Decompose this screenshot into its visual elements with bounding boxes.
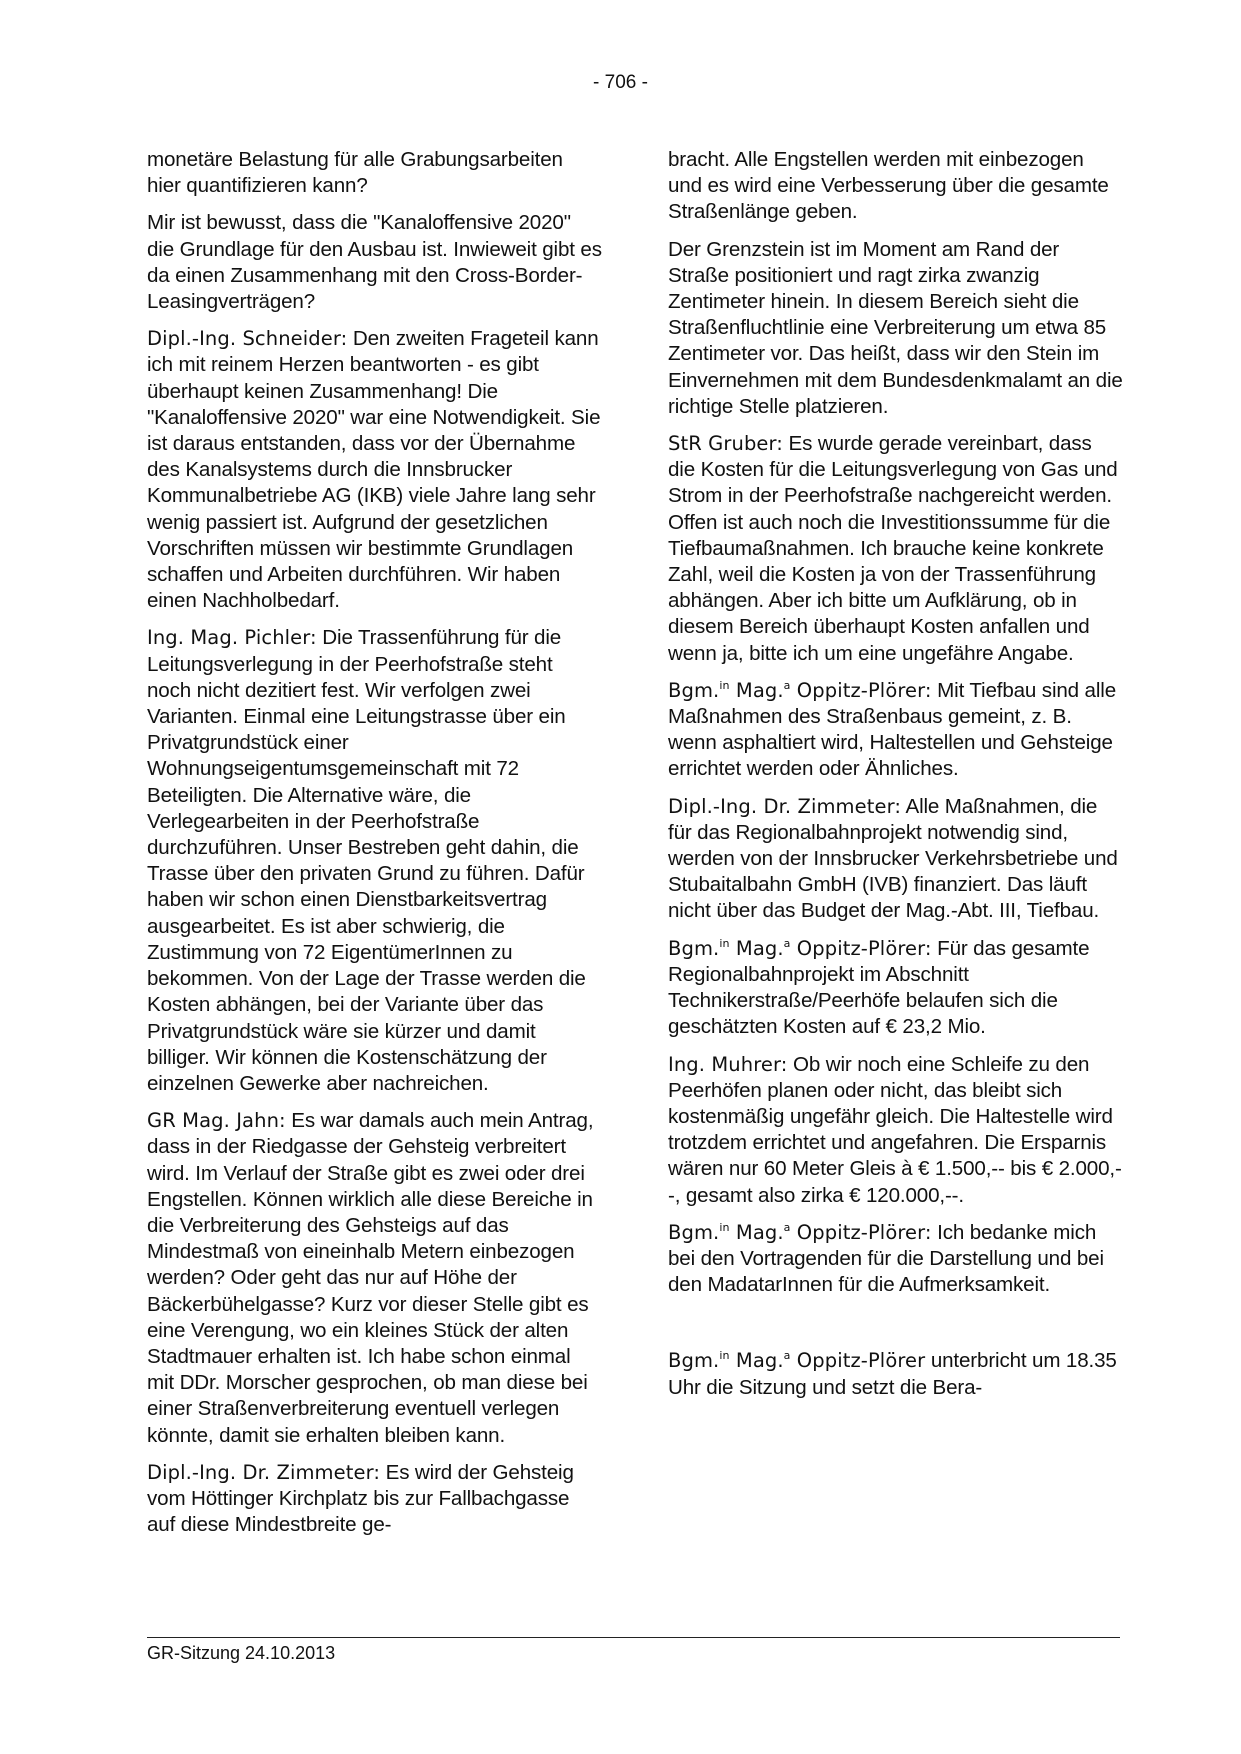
paragraph: Der Grenzstein ist im Moment am Rand der Straße positioniert und ragt zirka zwanzig Zentimeter hinein. In diesem Bereich sieht die Straßenfluchtlinie eine Verbreiterung um etwa 85 Zentimeter vor. Das heißt, dass wir den Stein im Einvernehmen mit dem Bundesdenkmalamt an die richtige Stelle platzieren. xyxy=(668,237,1123,418)
speaker-name: Ing. Mag. Pichler: xyxy=(147,626,317,650)
title-superscript: a xyxy=(783,1220,791,1234)
title-prefix: Bgm. xyxy=(668,678,720,702)
title-superscript: in xyxy=(719,936,730,950)
paragraph xyxy=(668,431,1123,667)
title-prefix: Mag. xyxy=(729,678,784,702)
speaker-surname: Oppitz-Plörer: xyxy=(790,936,932,960)
paragraph xyxy=(668,1220,1123,1299)
title-prefix: Mag. xyxy=(729,936,784,960)
paragraph xyxy=(668,1052,1123,1209)
title-prefix: Bgm. xyxy=(668,1349,720,1373)
paragraph: bracht. Alle Engstellen werden mit einbezogen und es wird eine Verbesserung über die gesamte Straßenlänge geben. xyxy=(668,148,1109,224)
paragraph xyxy=(147,326,602,614)
paragraph xyxy=(668,936,1123,1041)
footer-divider xyxy=(147,1637,1120,1638)
speaker-name: Dipl.-Ing. Dr. Zimmeter: xyxy=(147,1460,381,1484)
paragraph: monetäre Belastung für alle Grabungsarbeiten hier quantifizieren kann? xyxy=(147,148,563,198)
paragraph xyxy=(147,625,602,1097)
paragraph xyxy=(668,794,1123,925)
speaker-name: Dipl.-Ing. Schneider: xyxy=(147,327,348,351)
title-superscript: in xyxy=(719,1220,730,1234)
speech-text: Die Trassenführung für die Leitungsverlegung in der Peerhofstraße steht noch nicht dezitiert fest. Wir verfolgen zwei Varianten. Einmal eine Leitungstrasse über ein Privatgrundstück einer Wohnungseigentumsgemeinschaft mit 72 Beteiligten. Die Alternative wäre, die Verlegearbeiten in der Peerhofstraße durchzuführen. Unser Bestreben geht dahin, die Trasse über den privaten Grund zu führen. Dafür haben wir schon einen Dienstbarkeitsvertrag ausgearbeitet. Es ist aber schwierig, die Zustimmung von 72 EigentümerInnen zu bekommen. Von der Lage der Trasse werden die Kosten abhängen, bei der Variante über das Privatgrundstück wäre sie kürzer und damit billiger. Wir können die Kostenschätzung der einzelnen Gewerke aber nachreichen. xyxy=(147,626,586,1095)
speech-text: unterbricht um 18.35 Uhr die Sitzung und setzt die Bera- xyxy=(668,1349,1117,1399)
speaker-name: GR Mag. Jahn: xyxy=(147,1109,286,1133)
speaker-name xyxy=(668,1349,925,1372)
paragraph xyxy=(147,1108,602,1449)
title-superscript: a xyxy=(783,678,791,692)
speaker-name xyxy=(668,1221,932,1244)
speech-text: Es war damals auch mein Antrag, dass in der Riedgasse der Gehsteig verbreitert wird. Im Verlauf der Straße gibt es zwei oder drei Engstellen. Können wirklich alle diese Bereiche in die Verbreiterung des Gehsteigs auf das Mindestmaß von eineinhalb Metern einbezogen werden? Oder geht das nur auf Höhe der Bäckerbühelgasse? Kurz vor dieser Stelle gibt es eine Verengung, wo ein kleines Stück der alten Stadtmauer erhalten ist. Ich habe schon einmal mit DDr. Morscher gesprochen, ob man diese bei einer Straßenverbreiterung eventuell verlegen könnte, damit sie erhalten bleiben kann. xyxy=(147,1109,594,1447)
speech-text: Den zweiten Frageteil kann ich mit reinem Herzen beantworten - es gibt überhaupt keinen Zusammenhang! Die "Kanaloffensive 2020" war eine Notwendigkeit. Sie ist daraus entstanden, dass vor der Übernahme des Kanalsystems durch die Innsbrucker Kommunalbetriebe AG (IKB) viele Jahre lang sehr wenig passiert ist. Aufgrund der gesetzlichen Vorschriften müssen wir bestimmte Grundlagen schaffen und Arbeiten durchführen. Wir haben einen Nachholbedarf. xyxy=(147,327,601,613)
paragraph: Mir ist bewusst, dass die "Kanaloffensive 2020" die Grundlage für den Ausbau ist. Inwieweit gibt es da einen Zusammenhang mit den Cross-Border-Leasingverträgen? xyxy=(147,211,602,314)
section-spacer xyxy=(668,1309,1123,1348)
title-superscript: in xyxy=(719,678,730,692)
speaker-name: Dipl.-Ing. Dr. Zimmeter: xyxy=(668,794,902,818)
paragraph xyxy=(668,1348,1123,1400)
speech-text: Es wird der Gehsteig vom Höttinger Kirchplatz bis zur Fallbachgasse auf diese Mindestbreite ge- xyxy=(147,1460,574,1537)
left-column xyxy=(147,147,602,1549)
paragraph xyxy=(147,1460,602,1539)
right-column xyxy=(668,147,1123,1412)
title-prefix: Bgm. xyxy=(668,1220,720,1244)
speech-text: Alle Maßnahmen, die für das Regionalbahnprojekt notwendig sind, werden von der Innsbrucker Verkehrsbetriebe und Stubaitalbahn GmbH (IVB) finanziert. Das läuft nicht über das Budget der Mag.-Abt. III, Tiefbau. xyxy=(668,794,1118,923)
title-superscript: in xyxy=(719,1349,730,1363)
speech-text: Ob wir noch eine Schleife zu den Peerhöfen planen oder nicht, das bleibt sich kostenmäßig ungefähr gleich. Die Haltestelle wird trotzdem errichtet und angefahren. Die Ersparnis wären nur 60 Meter Gleis à € 1.500,-- bis € 2.000,--, gesamt also zirka € 120.000,--. xyxy=(668,1052,1122,1207)
speech-text: Ich bedanke mich bei den Vortragenden für die Darstellung und bei den MadatarInnen für die Aufmerksamkeit. xyxy=(668,1220,1104,1297)
speech-text: Es wurde gerade vereinbart, dass die Kosten für die Leitungsverlegung von Gas und Strom in der Peerhofstraße nachgereicht werden. Offen ist auch noch die Investitionssumme für die Tiefbaumaßnahmen. Ich brauche keine konkrete Zahl, weil die Kosten ja von der Trassenführung abhängen. Aber ich bitte um Aufklärung, ob in diesem Bereich überhaupt Kosten anfallen und wenn ja, bitte ich um eine ungefähre Angabe. xyxy=(668,432,1118,665)
speaker-name xyxy=(668,937,932,960)
footer-session-date: GR-Sitzung 24.10.2013 xyxy=(147,1643,336,1663)
title-prefix: Mag. xyxy=(729,1349,784,1373)
speaker-name: Ing. Muhrer: xyxy=(668,1052,788,1076)
speaker-surname: Oppitz-Plörer: xyxy=(790,678,932,702)
title-superscript: a xyxy=(783,1349,791,1363)
speaker-name xyxy=(668,679,932,702)
title-superscript: a xyxy=(783,936,791,950)
speaker-surname: Oppitz-Plörer: xyxy=(790,1220,932,1244)
speaker-name: StR Gruber: xyxy=(668,432,783,456)
title-prefix: Bgm. xyxy=(668,936,720,960)
speech-text: Mit Tiefbau sind alle Maßnahmen des Straßenbaus gemeint, z. B. wenn asphaltiert wird, Haltestellen und Gehsteige errichtet werden oder Ähnliches. xyxy=(668,678,1117,781)
paragraph xyxy=(668,678,1123,783)
title-prefix: Mag. xyxy=(729,1220,784,1244)
speech-text: Für das gesamte Regionalbahnprojekt im Abschnitt Technikerstraße/Peerhöfe belaufen sich die geschätzten Kosten auf € 23,2 Mio. xyxy=(668,936,1090,1039)
speaker-surname: Oppitz-Plörer xyxy=(790,1349,926,1373)
page-number: - 706 - xyxy=(593,72,648,93)
